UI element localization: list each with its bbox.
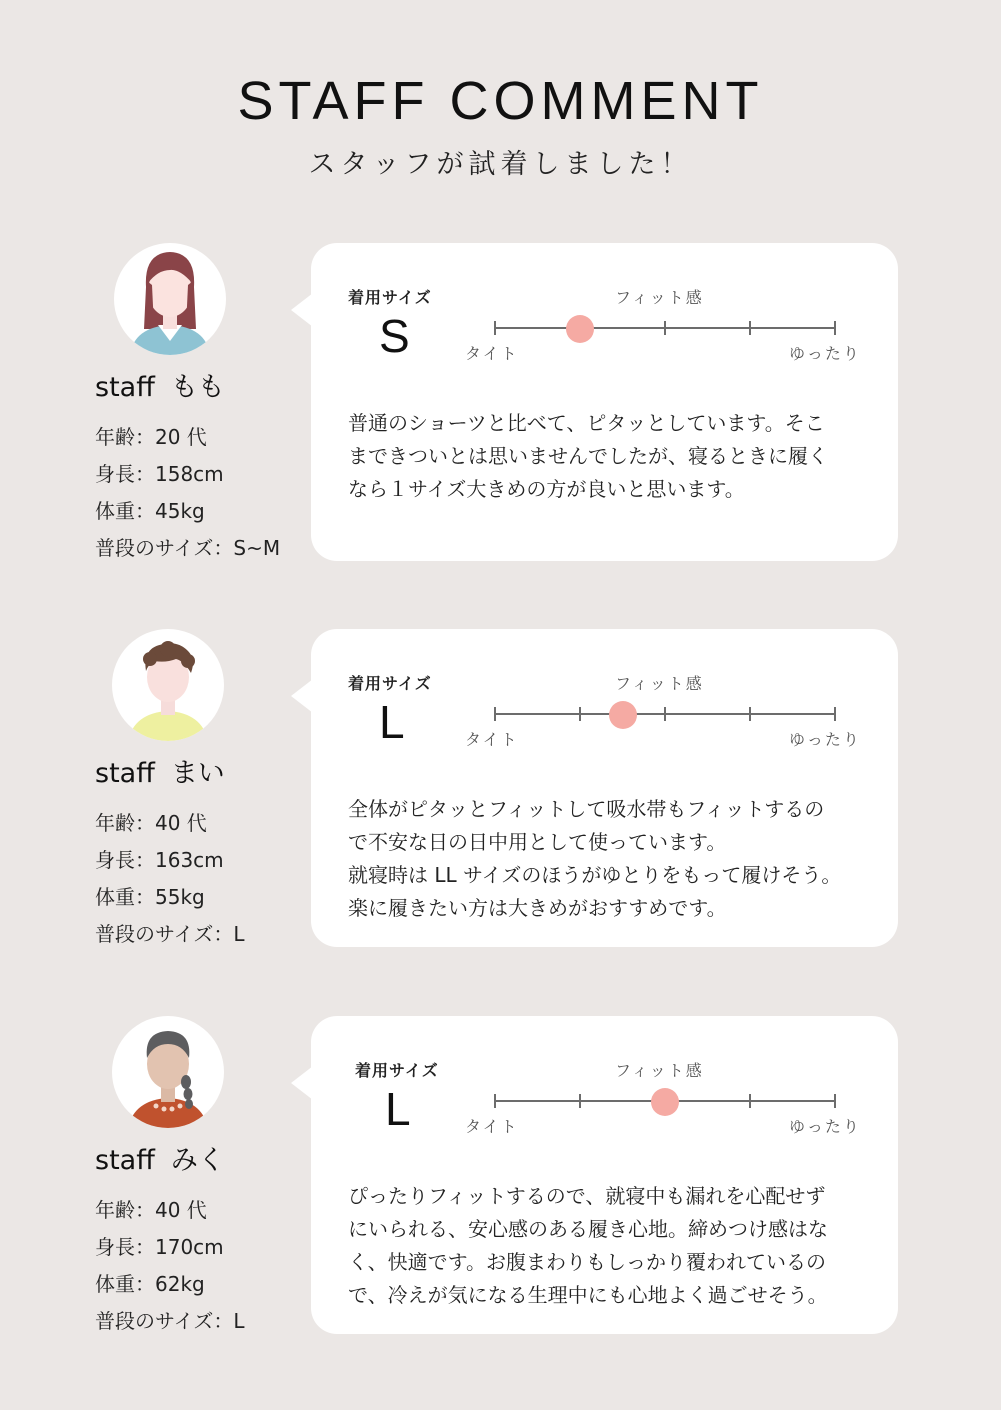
tight-label: タイト xyxy=(465,344,519,363)
fit-marker xyxy=(609,701,637,729)
woman-long-brown-hair-icon xyxy=(114,243,226,355)
fit-scale xyxy=(495,699,835,729)
scale-tick xyxy=(749,321,751,335)
comment-line: 就寝時は LL サイズのほうがゆとりをもって履けそう。 xyxy=(348,863,842,887)
staff-usual-size: 普段のサイズ：S~M xyxy=(95,536,281,560)
scale-tick xyxy=(834,707,836,721)
page-subtitle: スタッフが試着しました！ xyxy=(308,149,693,180)
comment-line: ぴったりフィットするので、就寝中も漏れを心配せず xyxy=(348,1184,826,1208)
fit-scale xyxy=(495,313,835,343)
fit-marker xyxy=(566,315,594,343)
tight-label: タイト xyxy=(465,1117,519,1136)
comment-line: にいられる、安心感のある履き心地。締めつけ感はな xyxy=(348,1217,828,1241)
fit-label: フィット感 xyxy=(615,1061,704,1080)
worn-size: L xyxy=(385,1083,411,1135)
staff-usual-size: 普段のサイズ：L xyxy=(95,1309,245,1333)
bubble-tail xyxy=(291,679,313,713)
scale-tick xyxy=(494,707,496,721)
loose-label: ゆったり xyxy=(789,730,861,749)
staff-comment xyxy=(348,793,868,925)
woman-braided-hair-icon xyxy=(112,1016,224,1128)
staff-info xyxy=(95,805,245,953)
staff-age: 年齢：20 代 xyxy=(95,425,207,449)
woman-short-hair-icon xyxy=(112,629,224,741)
comment-bubble xyxy=(311,629,898,947)
worn-size: L xyxy=(379,696,405,748)
comment-bubble xyxy=(311,1016,898,1334)
comment-line: まできついとは思いませんでしたが、寝るときに履く xyxy=(348,444,828,468)
staff-usual-size: 普段のサイズ：L xyxy=(95,922,245,946)
comment-line: なら１サイズ大きめの方が良いと思います。 xyxy=(348,477,745,501)
staff-weight: 体重：55kg xyxy=(95,885,205,909)
fit-scale xyxy=(495,1086,835,1116)
scale-tick xyxy=(834,1094,836,1108)
loose-label: ゆったり xyxy=(789,1117,861,1136)
staff-height: 身長：170cm xyxy=(95,1235,224,1259)
staff-info xyxy=(95,419,280,567)
staff-comment xyxy=(348,407,868,506)
scale-tick xyxy=(494,1094,496,1108)
staff-weight: 体重：62kg xyxy=(95,1272,205,1296)
scale-tick xyxy=(834,321,836,335)
tight-label: タイト xyxy=(465,730,519,749)
scale-tick xyxy=(579,707,581,721)
bubble-tail xyxy=(291,293,313,327)
comment-bubble xyxy=(311,243,898,561)
staff-section-mai xyxy=(0,629,1001,959)
page-title: STAFF COMMENT xyxy=(237,71,764,131)
scale-tick xyxy=(664,707,666,721)
scale-tick xyxy=(494,321,496,335)
size-label: 着用サイズ xyxy=(348,288,432,307)
staff-info xyxy=(95,1192,245,1340)
loose-label: ゆったり xyxy=(789,344,861,363)
staff-weight: 体重：45kg xyxy=(95,499,205,523)
size-label: 着用サイズ xyxy=(348,674,432,693)
comment-line: 普通のショーツと比べて、ピタッとしています。そこ xyxy=(348,411,825,435)
staff-name: staff まい xyxy=(95,758,225,789)
staff-name: staff もも xyxy=(95,372,225,403)
comment-line: 全体がピタッとフィットして吸水帯もフィットするの xyxy=(348,797,825,821)
scale-tick xyxy=(664,321,666,335)
fit-label: フィット感 xyxy=(615,674,704,693)
comment-line: で、冷えが気になる生理中にも心地よく過ごせそう。 xyxy=(348,1283,828,1307)
comment-line: で不安な日の日中用として使っています。 xyxy=(348,830,727,854)
scale-tick xyxy=(749,707,751,721)
bubble-tail xyxy=(291,1066,313,1100)
comment-line: く、快適です。お腹まわりもしっかり覆われているの xyxy=(348,1250,826,1274)
comment-line: 楽に履きたい方は大きめがおすすめです。 xyxy=(348,896,727,920)
fit-marker xyxy=(651,1088,679,1116)
scale-tick xyxy=(749,1094,751,1108)
staff-comment xyxy=(348,1180,868,1312)
scale-tick xyxy=(579,1094,581,1108)
staff-age: 年齢：40 代 xyxy=(95,1198,207,1222)
staff-section-miku xyxy=(0,1016,1001,1346)
size-label: 着用サイズ xyxy=(355,1061,439,1080)
staff-height: 身長：163cm xyxy=(95,848,224,872)
worn-size: S xyxy=(379,310,410,362)
staff-section-momo xyxy=(0,243,1001,573)
staff-age: 年齢：40 代 xyxy=(95,811,207,835)
fit-label: フィット感 xyxy=(615,288,704,307)
staff-name: staff みく xyxy=(95,1145,225,1176)
staff-height: 身長：158cm xyxy=(95,462,224,486)
